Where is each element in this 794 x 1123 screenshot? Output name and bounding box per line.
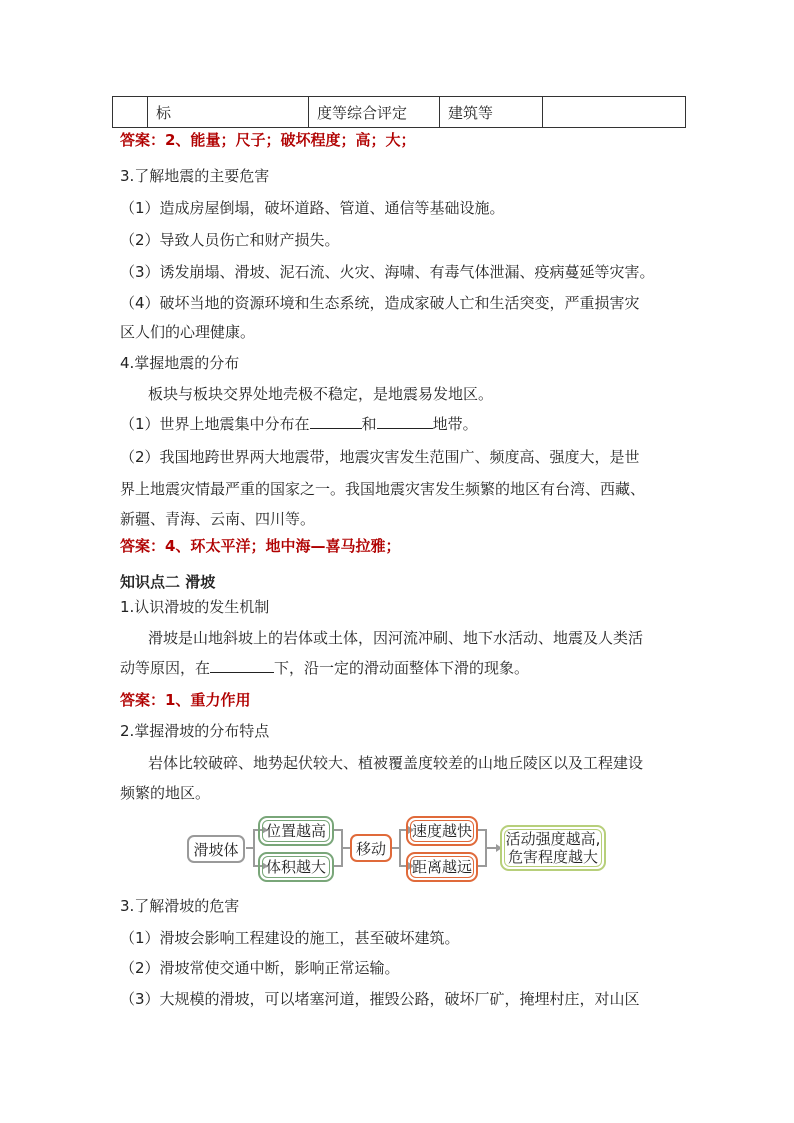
paragraph: 频繁的地区。 xyxy=(120,784,211,802)
heading-earthquake-hazards: 3.了解地震的主要危害 xyxy=(120,167,270,185)
table-cell: 标 xyxy=(148,97,309,128)
paragraph: 滑坡是山地斜坡上的岩体或土体，因河流冲刷、地下水活动、地震及人类活 xyxy=(148,629,644,647)
flow-node-effect xyxy=(406,816,478,846)
flow-node-source: 滑坡体 xyxy=(187,835,245,863)
heading-landslide-mechanism: 1.认识滑坡的发生机制 xyxy=(120,598,270,616)
answer-line: 答案：2、能量；尺子；破坏程度；高；大； xyxy=(120,131,416,149)
table-cell: 度等综合评定 xyxy=(309,97,440,128)
list-item: （1）造成房屋倒塌，破坏道路、管道、通信等基础设施。 xyxy=(120,199,505,217)
text: 动等原因，在 xyxy=(120,659,211,677)
paragraph: 岩体比较破碎、地势起伏较大、植被覆盖度较差的山地丘陵区以及工程建设 xyxy=(148,754,644,772)
flow-label: 距离越远 xyxy=(411,858,472,876)
list-item: （2）导致人员伤亡和财产损失。 xyxy=(120,231,340,249)
text: 地带。 xyxy=(432,415,478,433)
table-cell: 建筑等 xyxy=(440,97,543,128)
text: 下，沿一定的滑动面整体下滑的现象。 xyxy=(274,659,530,677)
section-title: 知识点二 滑坡 xyxy=(120,573,216,591)
list-item: （4）破坏当地的资源环境和生态系统，造成家破人亡和生活突变，严重损害灾 xyxy=(120,294,640,312)
flow-node-result xyxy=(500,825,606,871)
flow-node-effect xyxy=(406,852,478,882)
flow-node-factor xyxy=(258,852,334,882)
paragraph: 板块与板块交界处地壳极不稳定，是地震易发地区。 xyxy=(148,385,494,403)
flow-label: 位置越高 xyxy=(262,820,330,842)
flow-result-label xyxy=(504,829,602,867)
flow-node-factor xyxy=(258,816,334,846)
flow-label: 体积越大 xyxy=(262,856,330,878)
list-item: （1）滑坡会影响工程建设的施工，甚至破坏建筑。 xyxy=(120,929,460,947)
answer-line: 答案：1、重力作用 xyxy=(120,691,251,709)
paragraph: 界上地震灾情最严重的国家之一。我国地震灾害发生频繁的地区有台湾、西藏、 xyxy=(120,480,646,498)
heading-earthquake-distribution: 4.掌握地震的分布 xyxy=(120,354,240,372)
list-item-continued: 区人们的心理健康。 xyxy=(120,323,256,341)
paragraph: （2）我国地跨世界两大地震带，地震灾害发生范围广、频度高、强度大，是世 xyxy=(120,448,640,466)
flow-node-move: 移动 xyxy=(350,834,392,862)
list-item: （2）滑坡常使交通中断，影响正常运输。 xyxy=(120,959,400,977)
paragraph: 新疆、青海、云南、四川等。 xyxy=(120,510,316,528)
heading-landslide-hazards: 3.了解滑坡的危害 xyxy=(120,897,240,915)
flow-label: 活动强度越高, xyxy=(505,830,601,848)
flow-label: 危害程度越大 xyxy=(507,848,598,866)
heading-landslide-distribution: 2.掌握滑坡的分布特点 xyxy=(120,722,270,740)
list-item: （3）大规模的滑坡，可以堵塞河道，摧毁公路，破坏厂矿，掩埋村庄，对山区 xyxy=(120,990,640,1008)
flow-label: 速度越快 xyxy=(411,822,472,840)
text: 和 xyxy=(361,415,377,433)
text: （1）世界上地震集中分布在 xyxy=(120,415,310,433)
list-item: （3）诱发崩塌、滑坡、泥石流、火灾、海啸、有毒气体泄漏、疫病蔓延等灾害。 xyxy=(120,263,655,281)
answer-line: 答案：4、环太平洋；地中海—喜马拉雅； xyxy=(120,537,401,555)
